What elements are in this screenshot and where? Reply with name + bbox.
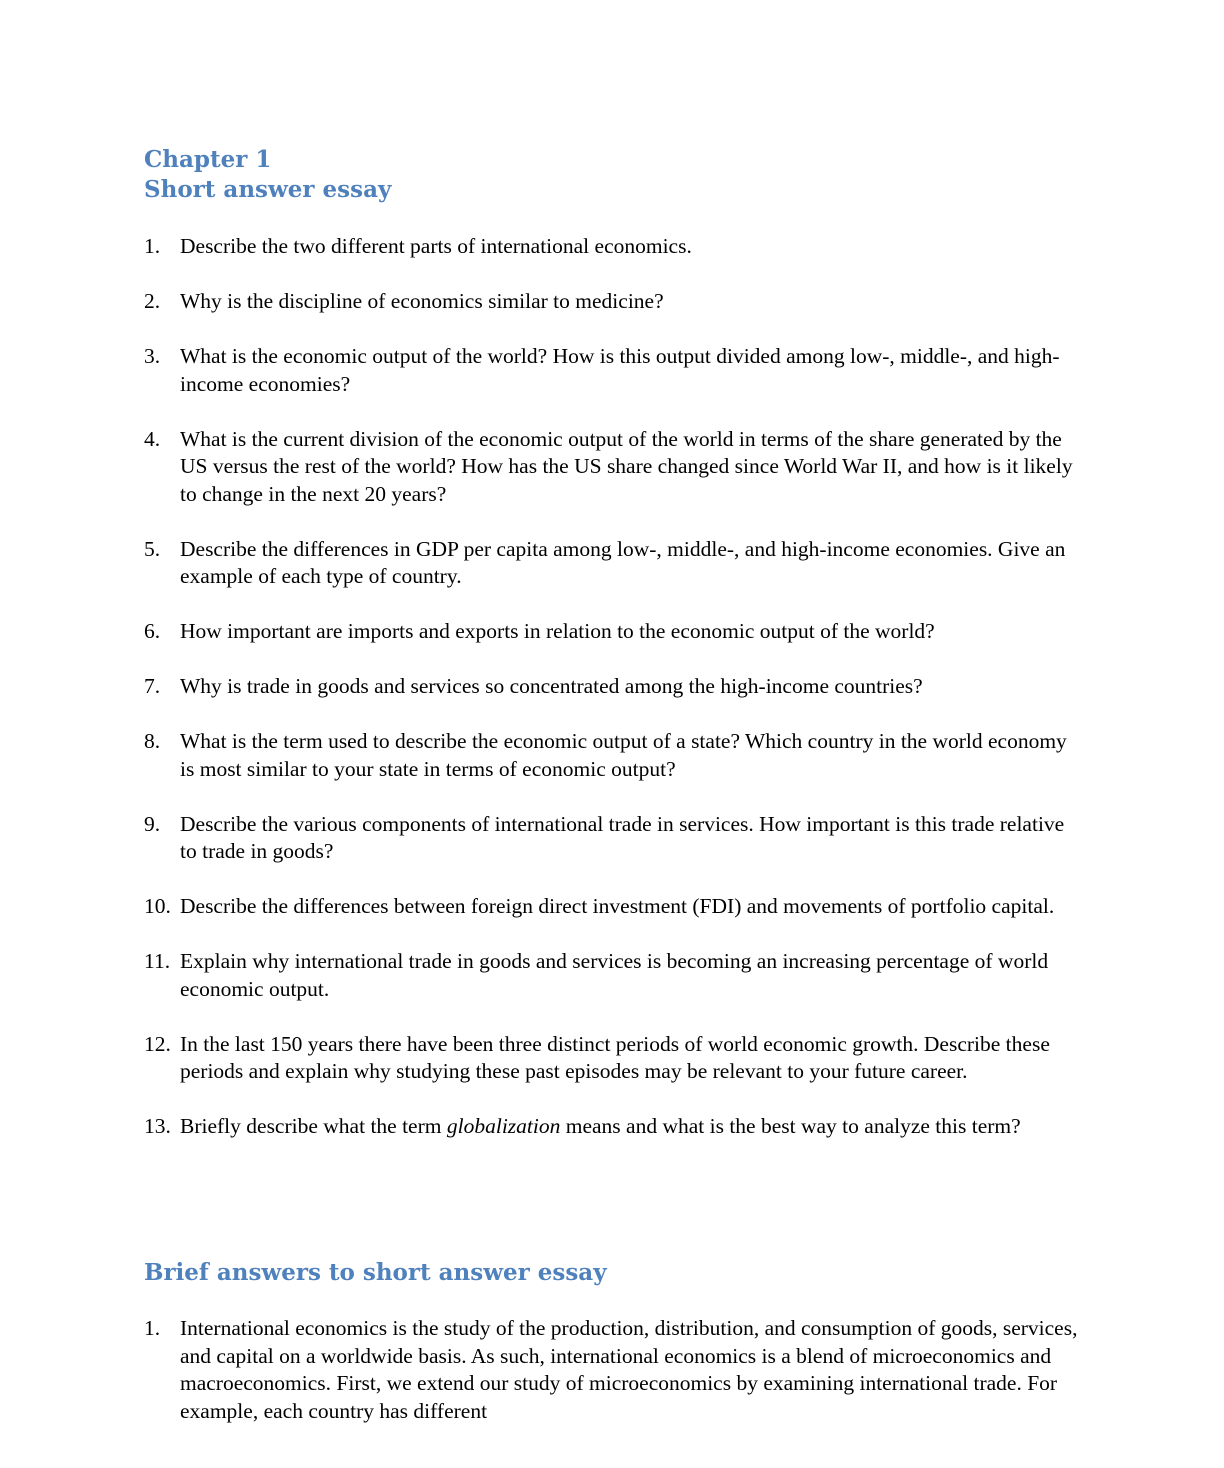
question-text: In the last 150 years there have been three distinct periods of world economic growth. Describe these periods and explain why studying these past episodes may be relevant to your future career. [180, 1031, 1050, 1083]
question-item [144, 426, 1084, 509]
question-item [144, 1113, 1084, 1141]
question-list [144, 233, 1084, 1168]
question-number: 7. [144, 674, 161, 698]
question-text-after: means and what is the best way to analyze this term? [560, 1114, 1021, 1138]
question-item [144, 893, 1084, 921]
question-item [144, 948, 1084, 1003]
question-item [144, 233, 1084, 261]
section-title: Short answer essay [144, 176, 392, 203]
question-text: Describe the two different parts of international economics. [180, 234, 692, 258]
question-text: How important are imports and exports in relation to the economic output of the world? [180, 619, 935, 643]
question-item [144, 343, 1084, 398]
question-item [144, 618, 1084, 646]
question-item [144, 536, 1084, 591]
question-text-before: Briefly describe what the term [180, 1114, 447, 1138]
question-text: Describe the differences between foreign direct investment (FDI) and movements of portfolio capital. [180, 894, 1055, 918]
question-text: Why is trade in goods and services so concentrated among the high-income countries? [180, 674, 923, 698]
chapter-title: Chapter 1 [144, 146, 272, 173]
question-number: 12. [144, 1031, 171, 1056]
question-number: 3. [144, 344, 161, 368]
question-text: Explain why international trade in goods and services is becoming an increasing percentage of world economic output. [180, 949, 1049, 1001]
question-text: Describe the various components of international trade in services. How important is this trade relative to trade in goods? [180, 811, 1065, 863]
question-text: What is the term used to describe the economic output of a state? Which country in the world economy is most similar to your state in terms of economic output? [180, 729, 1067, 781]
question-text [180, 1114, 1021, 1138]
answer-text: International economics is the study of the production, distribution, and consumption of goods, services, and capital on a worldwide basis. As such, international economics is a blend of microeconomics and macroeconomics. First, we extend our study of microeconomics by examining international trade. For example, each country has different [180, 1316, 1078, 1423]
question-text: What is the economic output of the world? How is this output divided among low-, middle-, and high-income economies? [180, 344, 1060, 396]
question-number: 5. [144, 536, 161, 561]
question-item [144, 728, 1084, 783]
question-item [144, 811, 1084, 866]
question-number: 8. [144, 729, 161, 753]
answers-heading: Brief answers to short answer essay [144, 1259, 607, 1286]
question-item [144, 1031, 1084, 1086]
question-number: 1. [144, 234, 161, 258]
question-number: 11. [144, 949, 171, 973]
question-number: 4. [144, 426, 161, 451]
answer-number: 1. [144, 1316, 161, 1340]
question-text: Describe the differences in GDP per capita among low-, middle-, and high-income economies. Give an example of each type of country. [180, 536, 1066, 588]
question-number: 13. [144, 1114, 171, 1138]
question-text-italic-term: globalization [446, 1114, 561, 1138]
answer-list [144, 1315, 1084, 1453]
question-item [144, 288, 1084, 316]
question-item [144, 673, 1084, 701]
question-number: 2. [144, 289, 161, 313]
question-text: What is the current division of the economic output of the world in terms of the share generated by the US versus the rest of the world? How has the US share changed since World War II, and how is it likely to change in the next 20 years? [180, 426, 1073, 506]
question-text: Why is the discipline of economics similar to medicine? [180, 289, 664, 313]
question-number: 6. [144, 619, 161, 643]
question-number: 9. [144, 811, 161, 836]
question-number: 10. [144, 894, 171, 918]
answer-item [144, 1315, 1084, 1425]
